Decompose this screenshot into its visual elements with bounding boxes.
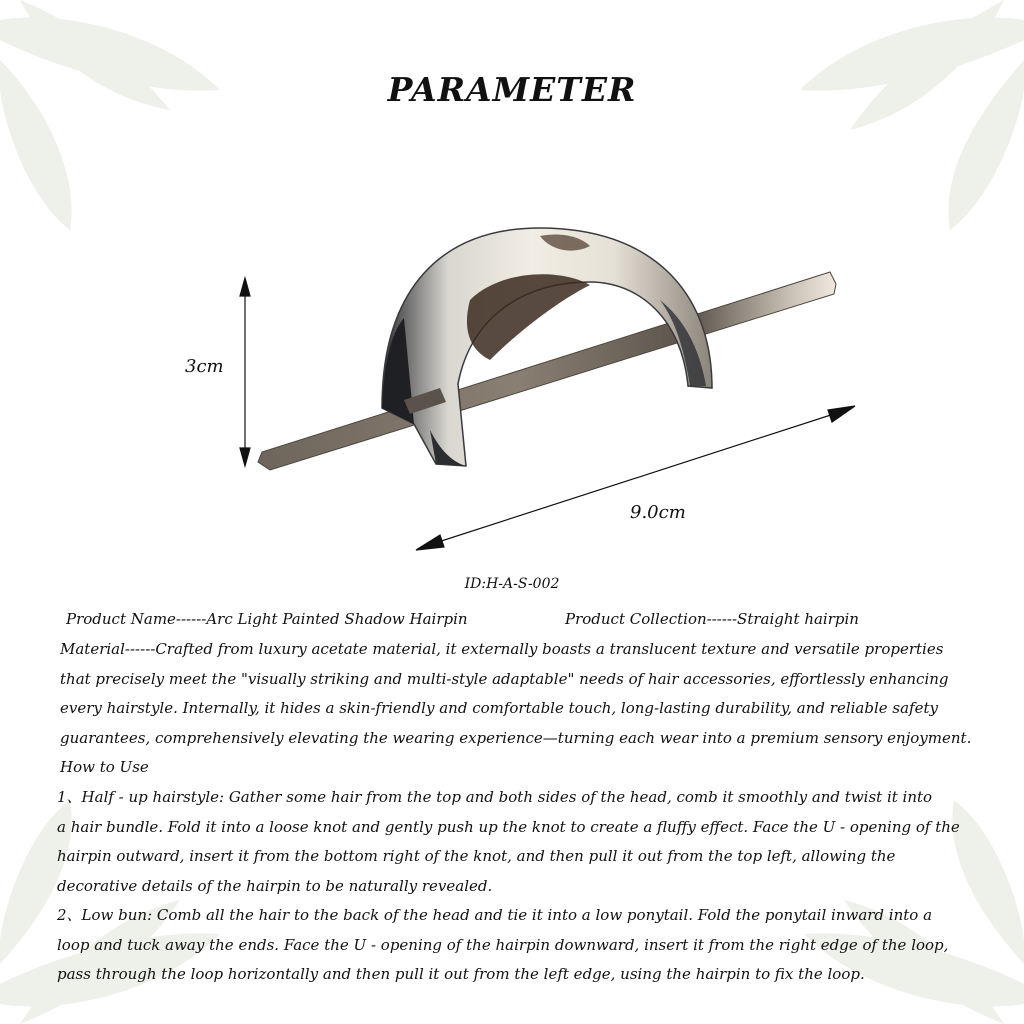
height-dimension-arrow [240,278,250,466]
material-line: that precisely meet the "visually striking and multi-style adaptable" needs of hair accessories, effortlessly enhancing [60,669,949,688]
step2-line: loop and tuck away the ends. Face the U - opening of the hairpin downward, insert it from the right edge of the loop, [57,935,949,954]
step2-line: 2、Low bun: Comb all the hair to the back of the head and tie it into a low ponytail. Fold the ponytail inward into a [57,906,933,924]
step1-line: hairpin outward, insert it from the bottom right of the knot, and then pull it out from the top left, allowing the [57,847,896,865]
length-label: 9.0cm [630,502,686,523]
product-name-line: Product Name------Arc Light Painted Shadow Hairpin [66,610,468,628]
material-line: Material------Crafted from luxury acetate material, it externally boasts a translucent texture and versatile properties [60,640,944,658]
how-to-use-heading: How to Use [60,758,149,776]
page-title: PARAMETER [387,70,637,109]
step1-line: a hair bundle. Fold it into a loose knot and gently push up the knot to create a fluffy effect. Face the U - opening of the [57,817,960,836]
step2-paragraph [57,901,948,990]
step1-paragraph [57,783,960,901]
step1-line: decorative details of the hairpin to be naturally revealed. [57,876,493,895]
length-dimension-arrow [416,406,855,550]
material-line: guarantees, comprehensively elevating the wearing experience—turning each wear into a premium sensory enjoyment. [60,728,972,747]
material-line: every hairstyle. Internally, it hides a skin-friendly and comfortable touch, long-lasting durability, and reliable safety [60,699,938,717]
product-id: ID:H-A-S-002 [464,576,560,592]
product-collection-line: Product Collection------Straight hairpin [565,610,859,628]
material-paragraph [60,635,971,783]
step2-line: pass through the loop horizontally and then pull it out from the left edge, using the hairpin to fix the loop. [57,965,865,983]
height-label: 3cm [185,356,224,377]
step1-line: 1、Half - up hairstyle: Gather some hair from the top and both sides of the head, comb it smoothly and twist it into [57,788,933,806]
